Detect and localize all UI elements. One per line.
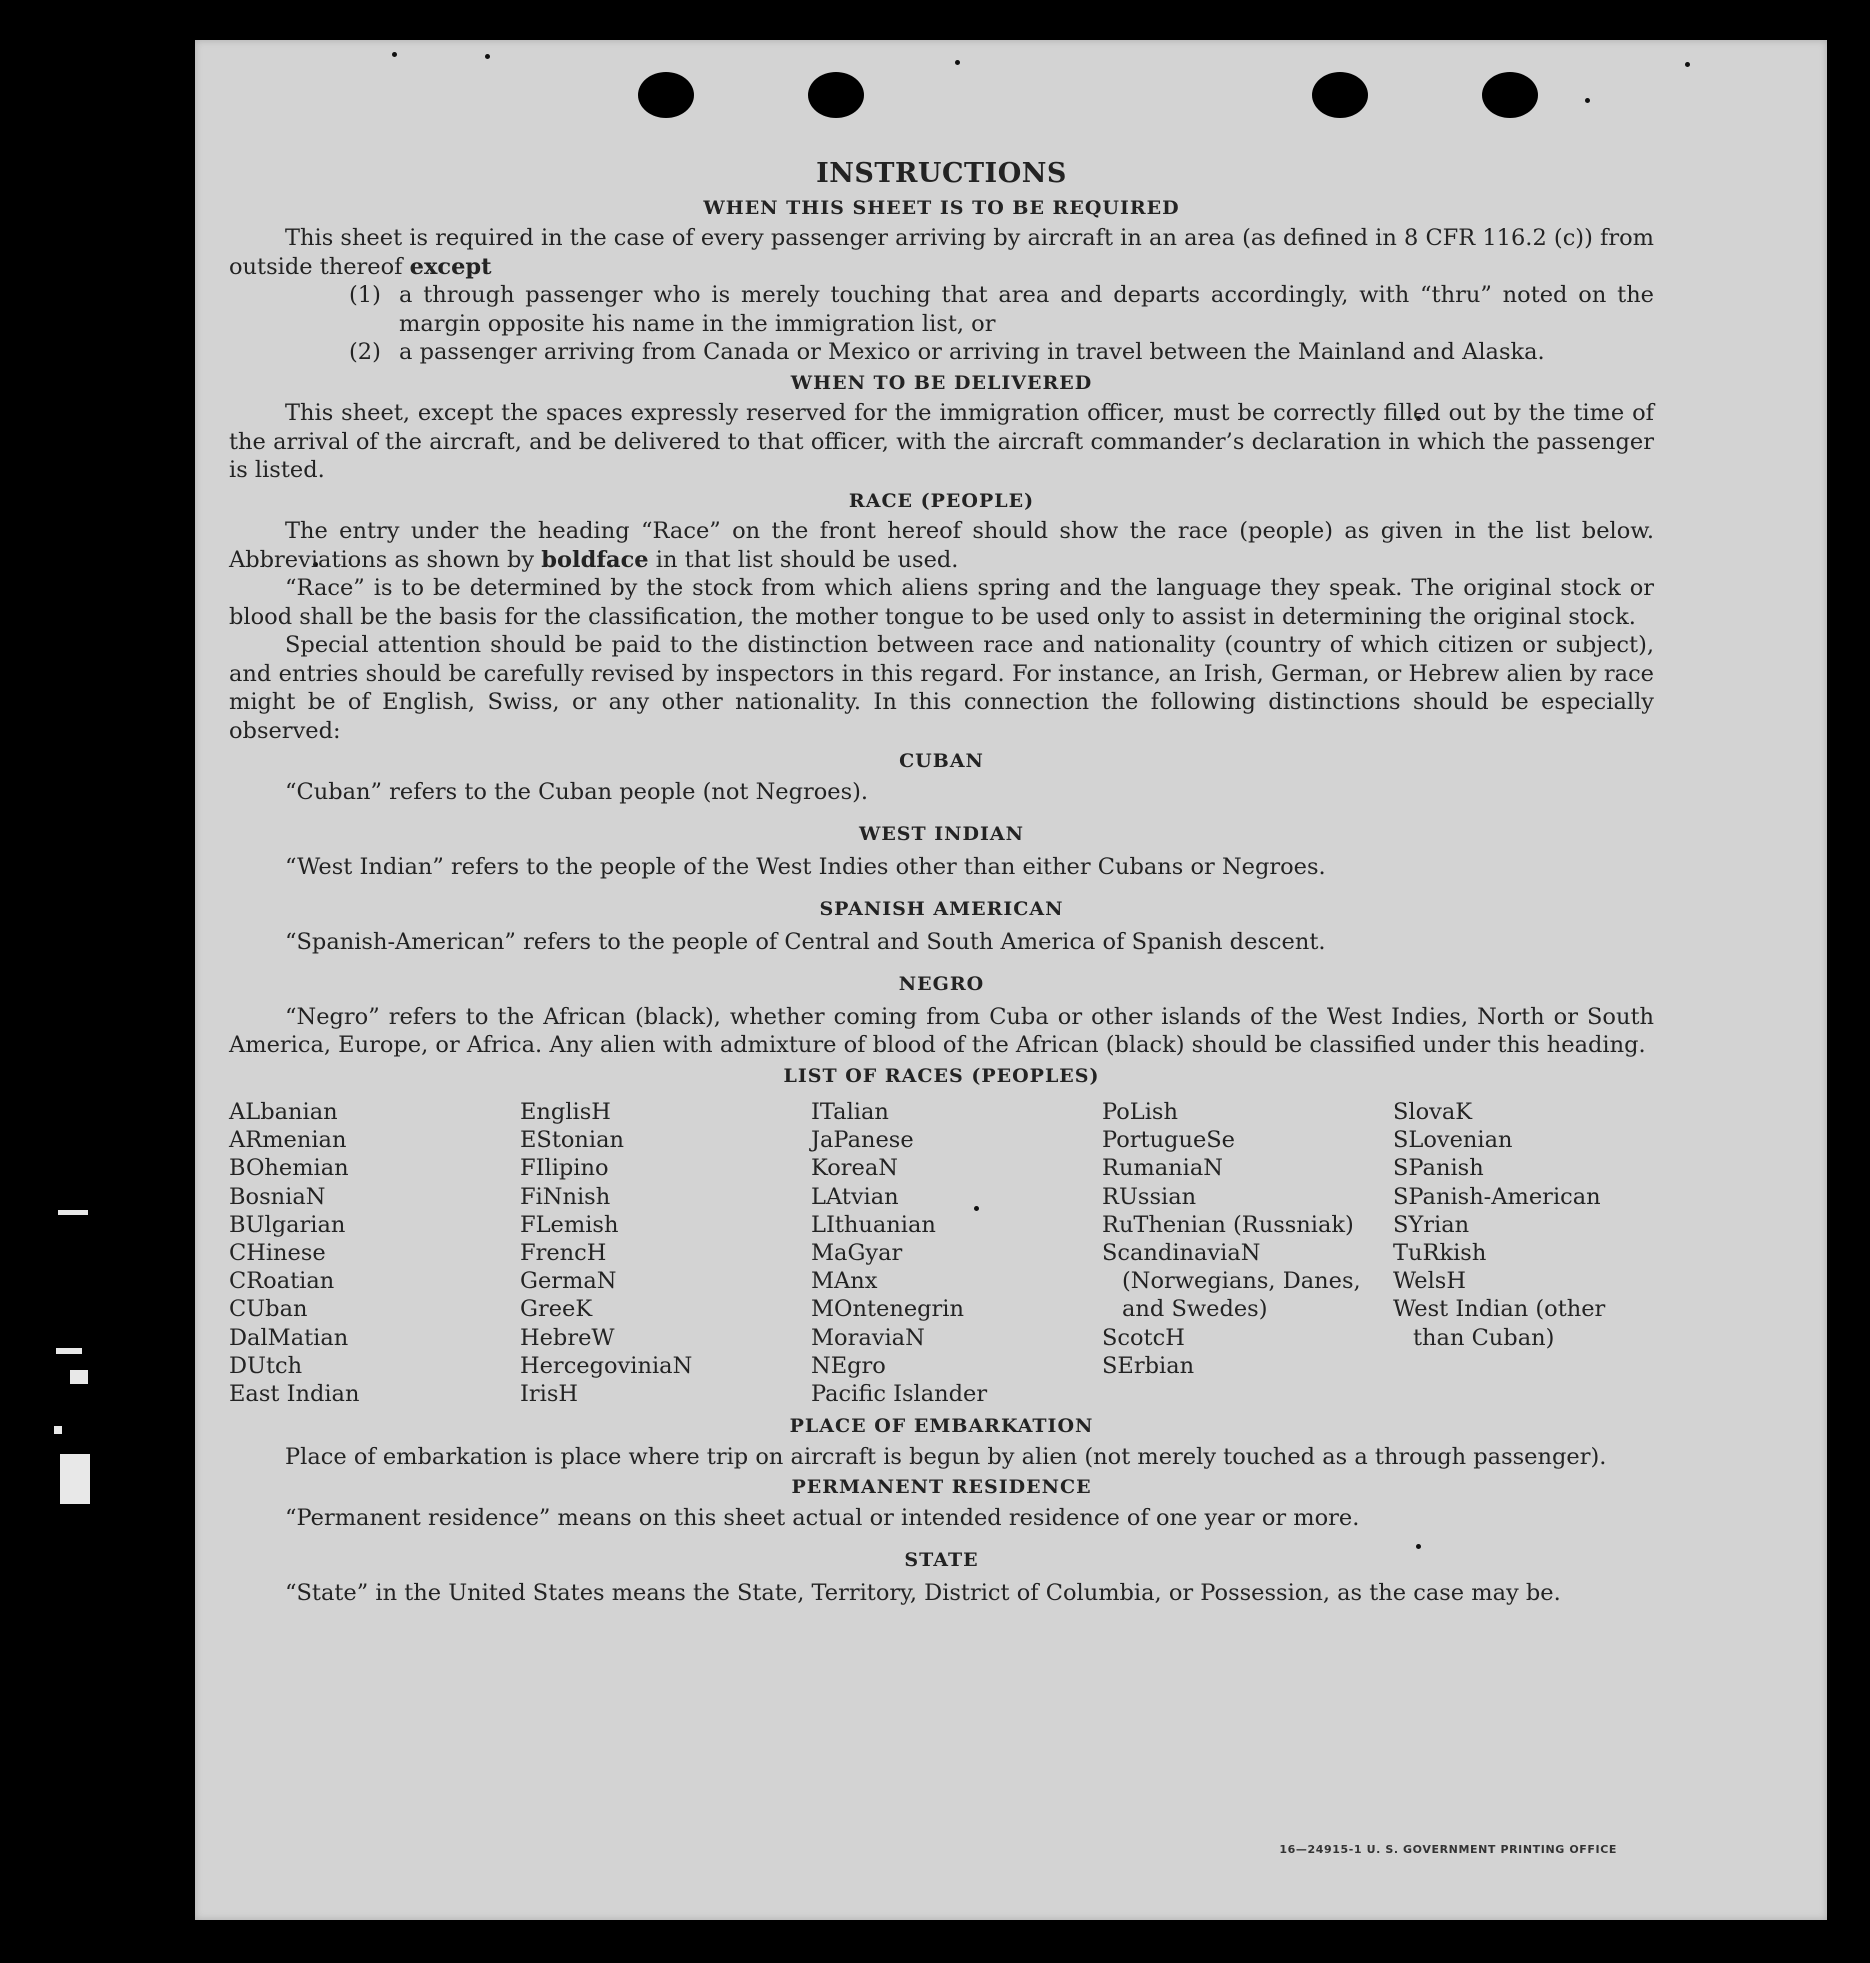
speck — [485, 54, 490, 59]
cuban-text: “Cuban” refers to the Cuban people (not Negroes). — [285, 778, 869, 805]
heading-when-required: WHEN THIS SHEET IS TO BE REQUIRED — [703, 196, 1180, 219]
race-entry: FrencH — [520, 1240, 607, 1267]
race-entry: NEgro — [811, 1352, 886, 1379]
race-entry: ITalian — [811, 1099, 889, 1125]
race-entry: JaPanese — [811, 1127, 914, 1154]
race-entry: HercegoviniaN — [520, 1352, 693, 1379]
race-entry: CUban — [229, 1296, 308, 1323]
punch-hole — [638, 72, 694, 118]
heading-list-of-races: LIST OF RACES (PEOPLES) — [783, 1064, 1100, 1087]
race-entry: FIlipino — [520, 1155, 609, 1182]
heading-west-indian: WEST INDIAN — [858, 823, 1025, 845]
race-entry: TuRkish — [1393, 1240, 1487, 1267]
heading-embarkation: PLACE OF EMBARKATION — [789, 1415, 1094, 1438]
speck — [1585, 98, 1590, 103]
speck — [392, 52, 397, 57]
race-entry: WelsH — [1393, 1268, 1466, 1295]
when-required-text: This sheet is required in the case of every passenger arriving by aircraft in an area (as defined in 8 CFR 116.2 (c)) from outside thereof except — [229, 225, 1654, 280]
race-entry: SlovaK — [1393, 1099, 1473, 1125]
page-title: INSTRUCTIONS — [816, 158, 1067, 189]
exception-item: (2) a passenger arriving from Canada or Mexico or arriving in travel between the Mainland and Alaska. — [349, 339, 1545, 365]
instructions-content — [229, 160, 1654, 1607]
punch-hole — [808, 72, 864, 118]
heading-permanent-residence: PERMANENT RESIDENCE — [791, 1476, 1092, 1499]
race-entry: PoLish — [1102, 1099, 1178, 1125]
race-entry: EStonian — [520, 1127, 625, 1154]
margin-scan-marks — [50, 1200, 96, 1530]
race-paragraph-2: “Race” is to be determined by the stock from which aliens spring and the language they speak. The original stock or blood shall be the basis for the classification, the mother tongue to be used only to assist in determining the original stock. — [229, 575, 1654, 630]
heading-cuban: CUBAN — [899, 750, 984, 772]
race-entry: LAtvian — [811, 1183, 899, 1210]
race-entry: EnglisH — [520, 1099, 611, 1125]
race-entry: ALbanian — [229, 1099, 338, 1125]
race-entry: RuThenian (Russniak) — [1102, 1211, 1354, 1238]
punch-hole — [1312, 72, 1368, 118]
race-entry: BOhemian — [229, 1155, 349, 1182]
heading-state: STATE — [904, 1549, 979, 1572]
race-entry: West Indian (other than Cuban) — [1393, 1296, 1606, 1351]
heading-race: RACE (PEOPLE) — [848, 489, 1035, 512]
race-entry: SLovenian — [1393, 1127, 1513, 1154]
race-paragraph-1: The entry under the heading “Race” on the front hereof should show the race (people) as given in the list below. Abbreviations as shown by boldface in that list should be used. — [229, 518, 1654, 573]
embarkation-text: Place of embarkation is place where trip on aircraft is begun by alien (not merely touched as a through passenger). — [285, 1443, 1607, 1470]
state-text: “State” in the United States means the State, Territory, District of Columbia, or Possession, as the case may be. — [285, 1579, 1561, 1606]
race-entry: HebreW — [520, 1324, 615, 1351]
heading-when-delivered: WHEN TO BE DELIVERED — [790, 371, 1093, 394]
document-page — [195, 40, 1827, 1920]
speck — [955, 60, 960, 65]
races-column — [1393, 1098, 1654, 1408]
negro-text: “Negro” refers to the African (black), whether coming from Cuba or other islands of the West Indies, North or South America, Europe, or Africa. Any alien with admixture of blood of the African (black) should be classified under this heading. — [229, 1003, 1654, 1058]
race-entry: SPanish-American — [1393, 1183, 1601, 1210]
race-entry: BosniaN — [229, 1183, 326, 1210]
race-entry: FiNnish — [520, 1183, 611, 1210]
race-entry: SErbian — [1102, 1352, 1195, 1379]
heading-spanish-american: SPANISH AMERICAN — [819, 898, 1064, 920]
races-column — [811, 1098, 1102, 1408]
heading-negro: NEGRO — [898, 973, 985, 995]
race-entry: East Indian — [229, 1381, 360, 1408]
race-entry: DUtch — [229, 1352, 303, 1379]
race-entry: ARmenian — [229, 1127, 347, 1154]
permanent-residence-text: “Permanent residence” means on this sheet actual or intended residence of one year or more. — [285, 1504, 1360, 1531]
race-entry: BUlgarian — [229, 1211, 346, 1238]
speck — [1685, 62, 1690, 67]
punch-hole — [1482, 72, 1538, 118]
race-entry: CHinese — [229, 1240, 326, 1267]
races-column — [1102, 1098, 1393, 1408]
race-entry: Pacific Islander — [811, 1381, 988, 1408]
races-column — [520, 1098, 811, 1408]
races-column — [229, 1098, 520, 1408]
race-entry: ScotcH — [1102, 1324, 1185, 1351]
race-entry: MoraviaN — [811, 1324, 925, 1351]
west-indian-text: “West Indian” refers to the people of the West Indies other than either Cubans or Negroes. — [285, 853, 1326, 880]
race-entry: ScandinaviaN (Norwegians, Danes, and Swedes) — [1102, 1240, 1361, 1323]
race-entry: MaGyar — [811, 1240, 903, 1267]
race-entry: CRoatian — [229, 1268, 335, 1295]
race-entry: SPanish — [1393, 1155, 1484, 1182]
race-entry: RumaniaN — [1102, 1155, 1223, 1182]
races-list — [229, 1098, 1654, 1408]
race-entry: SYrian — [1393, 1211, 1470, 1238]
when-delivered-text: This sheet, except the spaces expressly reserved for the immigration officer, must be correctly filled out by the time of the arrival of the aircraft, and be delivered to that officer, with the aircraft commander’s declaration in which the passenger is listed. — [229, 400, 1654, 483]
race-paragraph-3: Special attention should be paid to the distinction between race and nationality (country of which citizen or subject), and entries should be carefully revised by inspectors in this regard. For instance, an Irish, German, or Hebrew alien by race might be of English, Swiss, or any other nationality. In this connection the following distinctions should be especially observed: — [229, 632, 1654, 744]
race-entry: LIthuanian — [811, 1211, 936, 1238]
race-entry: FLemish — [520, 1211, 619, 1238]
race-entry: GreeK — [520, 1296, 593, 1323]
race-entry: MOntenegrin — [811, 1296, 964, 1323]
race-entry: DalMatian — [229, 1324, 349, 1351]
race-entry: RUssian — [1102, 1183, 1197, 1210]
race-entry: MAnx — [811, 1268, 878, 1295]
race-entry: KoreaN — [811, 1155, 898, 1182]
exception-item: (1) a through passenger who is merely touching that area and departs accordingly, with “thru” noted on the margin opposite his name in the immigration list, or — [349, 282, 1654, 337]
race-entry: PortugueSe — [1102, 1127, 1236, 1154]
race-entry: IrisH — [520, 1381, 579, 1408]
printing-office-footer: 16—24915-1 U. S. GOVERNMENT PRINTING OFFICE — [1279, 1843, 1617, 1856]
spanish-american-text: “Spanish-American” refers to the people of Central and South America of Spanish descent. — [285, 928, 1326, 955]
race-entry: GermaN — [520, 1268, 617, 1295]
